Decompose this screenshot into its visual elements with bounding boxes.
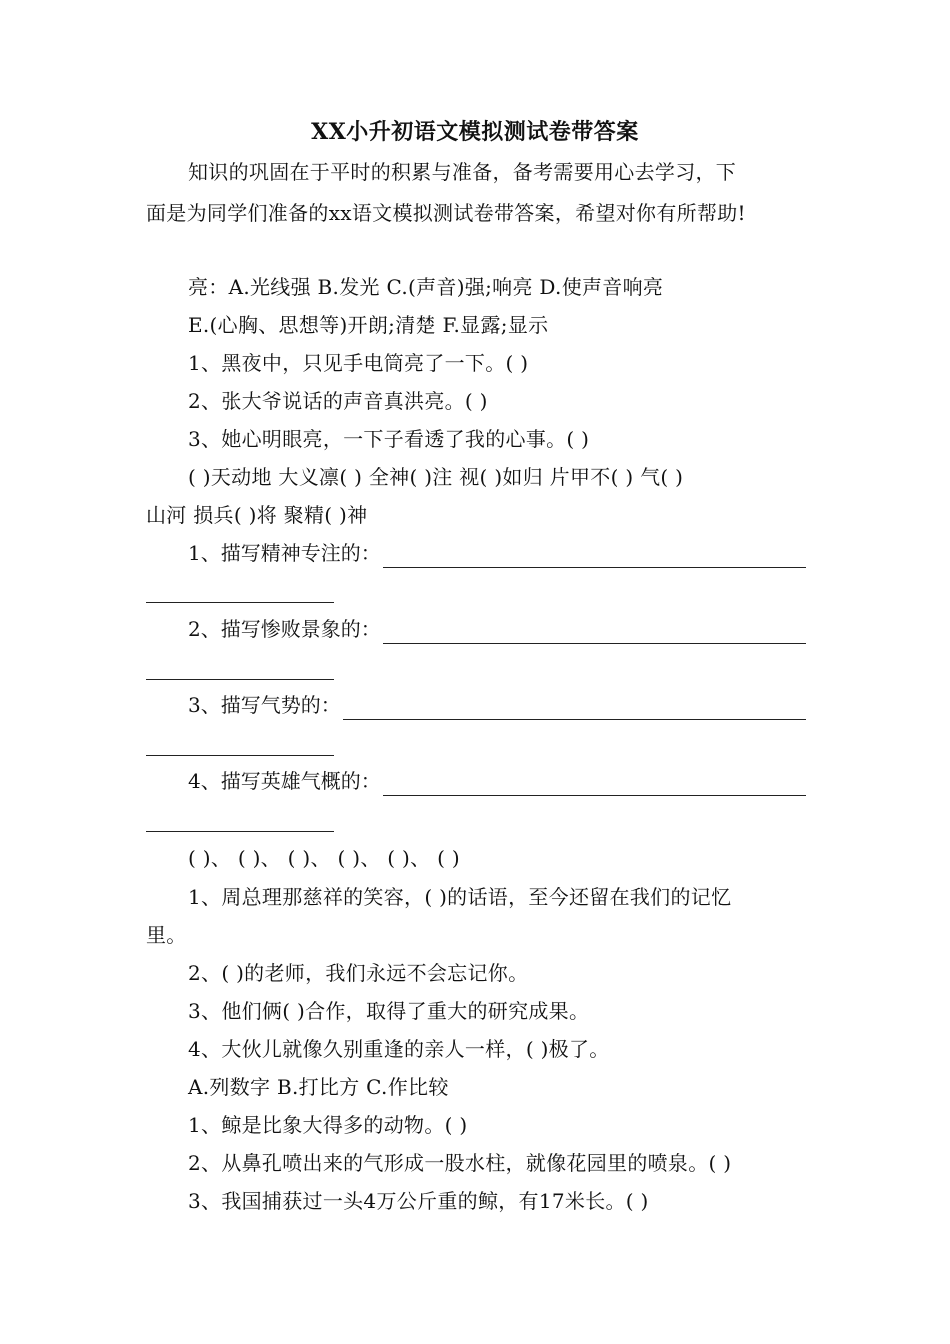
methods-line: A.列数字 B.打比方 C.作比较 — [188, 1075, 449, 1099]
intro-line-2: 面是为同学们准备的xx语文模拟测试卷带答案，希望对你有所帮助! — [146, 201, 746, 225]
blanks-row: ( )、 ( )、 ( )、 ( )、 ( )、 ( ) — [188, 846, 460, 870]
describe-label-1: 1、描写精神专注的： — [188, 541, 381, 565]
answer-blank-2[interactable] — [383, 621, 806, 644]
idiom-line-1: ( )天动地 大义凛( ) 全神( )注 视( )如归 片甲不( ) 气( ) — [188, 465, 684, 489]
fill-sentence-2: 2、( )的老师，我们永远不会忘记你。 — [188, 961, 529, 985]
idiom-line-2: 山河 损兵( )将 聚精( )神 — [146, 503, 368, 527]
fill-sentence-1: 1、周总理那慈祥的笑容，( )的话语，至今还留在我们的记忆 — [188, 885, 732, 909]
describe-label-4: 4、描写英雄气概的： — [188, 769, 381, 793]
liang-question-1: 1、黑夜中，只见手电筒亮了一下。( ) — [188, 351, 529, 375]
answer-blank-2-continuation[interactable] — [146, 678, 334, 680]
definition-line-2: E.(心胸、思想等)开朗;清楚 F.显露;显示 — [188, 313, 549, 337]
fill-sentence-4: 4、大伙儿就像久别重逢的亲人一样，( )极了。 — [188, 1037, 610, 1061]
answer-blank-3[interactable] — [343, 697, 806, 720]
describe-label-3: 3、描写气势的： — [188, 693, 341, 717]
answer-blank-4[interactable] — [383, 773, 806, 796]
fill-sentence-1-cont: 里。 — [146, 923, 187, 947]
answer-blank-4-continuation[interactable] — [146, 830, 334, 832]
definition-line-1: 亮：A.光线强 B.发光 C.(声音)强;响亮 D.使声音响亮 — [188, 275, 664, 299]
liang-question-3: 3、她心明眼亮，一下子看透了我的心事。( ) — [188, 427, 590, 451]
intro-line-1: 知识的巩固在于平时的积累与准备，备考需要用心去学习，下 — [188, 160, 737, 184]
fill-sentence-3: 3、他们俩( )合作，取得了重大的研究成果。 — [188, 999, 590, 1023]
answer-blank-1[interactable] — [383, 545, 806, 568]
answer-blank-1-continuation[interactable] — [146, 601, 334, 603]
method-question-1: 1、鲸是比象大得多的动物。( ) — [188, 1113, 468, 1137]
answer-blank-3-continuation[interactable] — [146, 754, 334, 756]
describe-row-4 — [188, 766, 806, 796]
liang-question-2: 2、张大爷说话的声音真洪亮。( ) — [188, 389, 488, 413]
method-question-2: 2、从鼻孔喷出来的气形成一股水柱，就像花园里的喷泉。( ) — [188, 1151, 732, 1175]
method-question-3: 3、我国捕获过一头4万公斤重的鲸，有17米长。( ) — [188, 1189, 649, 1213]
describe-label-2: 2、描写惨败景象的： — [188, 617, 381, 641]
describe-row-1 — [188, 538, 806, 568]
describe-row-3 — [188, 690, 806, 720]
describe-row-2 — [188, 614, 806, 644]
document-title: XX小升初语文模拟测试卷带答案 — [311, 119, 639, 145]
